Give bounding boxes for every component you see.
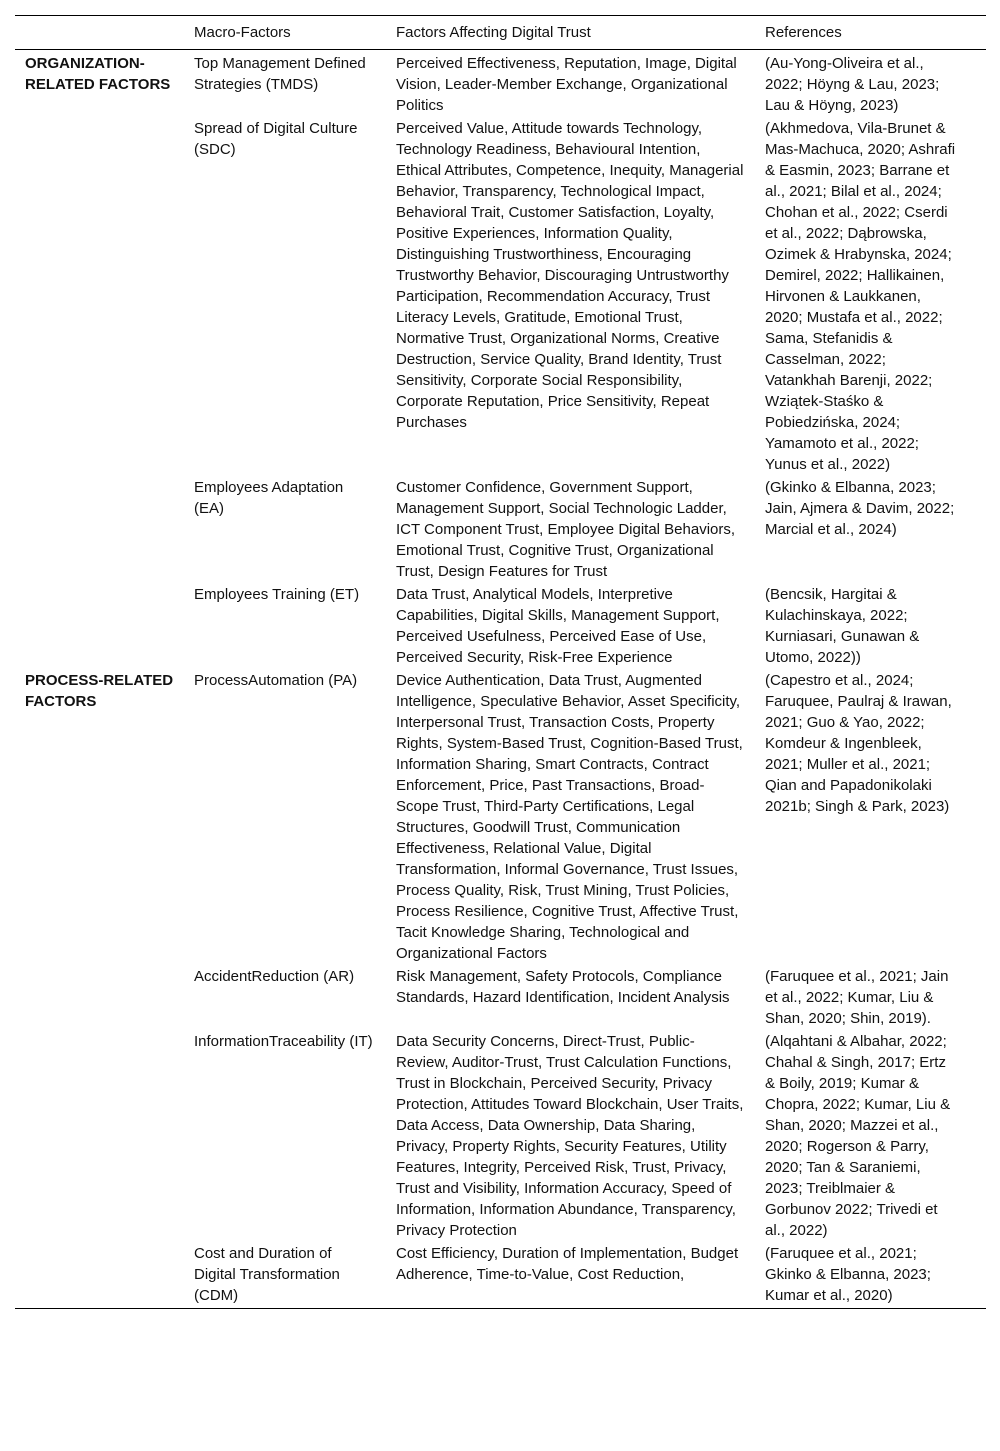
factors-cell: Risk Management, Safety Protocols, Compliance Standards, Hazard Identification, Incident Analysis — [396, 968, 730, 1006]
group-cell-empty — [15, 966, 184, 1031]
table-row — [15, 1243, 986, 1309]
macro-factor: Top Management Defined Strategies (TMDS) — [194, 55, 366, 93]
table-row — [15, 50, 986, 119]
table-row — [15, 118, 986, 477]
factors-cell: Data Security Concerns, Direct-Trust, Public-Review, Auditor-Trust, Trust Calculation Functions, Trust in Blockchain, Perceived Security, Privacy Protection, Attitudes Toward Blockchain, User Traits, Data Access, Data Ownership, Data Sharing, Privacy, Property Rights, Security Features, Utility Features, Integrity, Perceived Risk, Trust, Privacy, Trust and Visibility, Information Accuracy, Speed of Information, Information Abundance, Transparency, Privacy Protection — [396, 1033, 744, 1239]
factors-cell: Perceived Effectiveness, Reputation, Image, Digital Vision, Leader-Member Exchange, Organizational Politics — [396, 55, 737, 114]
table-row — [15, 584, 986, 670]
group-cell-empty — [15, 1031, 184, 1243]
factors-cell: Customer Confidence, Government Support, Management Support, Social Technologic Ladder, ICT Component Trust, Employee Digital Behaviors, Emotional Trust, Cognitive Trust, Organizational Trust, Design Features for Trust — [396, 479, 736, 580]
macro-factor: Employees Adaptation (EA) — [194, 479, 344, 517]
references-cell: (Faruquee et al., 2021; Jain et al., 2022; Kumar, Liu & Shan, 2020; Shin, 2019). — [765, 968, 949, 1027]
group-cell-empty — [15, 118, 184, 477]
macro-factor: Employees Training (ET) — [194, 586, 360, 603]
digital-trust-factors-table — [15, 15, 986, 1309]
table-row — [15, 477, 986, 584]
group-cell-empty — [15, 1243, 184, 1309]
references-cell: (Alqahtani & Albahar, 2022; Chahal & Singh, 2017; Ertz & Boily, 2019; Kumar & Chopra, 2022; Kumar, Liu & Shan, 2020; Mazzei et al., 2020; Rogerson & Parry, 2020; Tan & Saraniemi, 2023; Treiblmaier & Gorbunov 2022; Trivedi et al., 2022) — [765, 1033, 951, 1239]
header-group — [15, 16, 184, 50]
group-cell-empty — [15, 477, 184, 584]
factors-cell: Perceived Value, Attitude towards Technology, Technology Readiness, Behavioural Intention, Ethical Attributes, Competence, Inequity, Managerial Behavior, Transparency, Technological Impact, Behavioral Trait, Customer Satisfaction, Loyalty, Positive Experiences, Information Quality, Distinguishing Trustworthiness, Encouraging Trustworthy Behavior, Discouraging Untrustworthy Participation, Recommendation Accuracy, Trust Literacy Levels, Gratitude, Emotional Trust, Normative Trust, Organizational Norms, Creative Destruction, Service Quality, Brand Identity, Trust Sensitivity, Corporate Social Responsibility, Corporate Reputation, Price Sensitivity, Repeat Purchases — [396, 120, 744, 431]
factors-cell: Device Authentication, Data Trust, Augmented Intelligence, Speculative Behavior, Asset Specificity, Interpersonal Trust, Transaction Costs, Property Rights, System-Based Trust, Cognition-Based Trust, Information Sharing, Smart Contracts, Contract Enforcement, Price, Past Transactions, Broad-Scope Trust, Third-Party Certifications, Legal Structures, Goodwill Trust, Communication Effectiveness, Relational Value, Digital Transformation, Informal Governance, Trust Issues, Process Quality, Risk, Trust Mining, Trust Policies, Process Resilience, Cognitive Trust, Affective Trust, Tacit Knowledge Sharing, Technological and Organizational Factors — [396, 672, 743, 962]
factors-cell: Data Trust, Analytical Models, Interpretive Capabilities, Digital Skills, Management Support, Perceived Usefulness, Perceived Ease of Use, Perceived Security, Risk-Free Experience — [396, 586, 720, 666]
group-label-organization: ORGANIZATION-RELATED FACTORS — [25, 55, 171, 93]
table-row — [15, 966, 986, 1031]
table-header-row — [15, 16, 986, 50]
header-references: References — [765, 24, 842, 41]
references-cell: (Bencsik, Hargitai & Kulachinskaya, 2022; Kurniasari, Gunawan & Utomo, 2022)) — [765, 586, 920, 666]
references-cell: (Faruquee et al., 2021; Gkinko & Elbanna, 2023; Kumar et al., 2020) — [765, 1245, 931, 1304]
references-cell: (Gkinko & Elbanna, 2023; Jain, Ajmera & Davim, 2022; Marcial et al., 2024) — [765, 479, 955, 538]
header-factors-affecting-digital-trust: Factors Affecting Digital Trust — [396, 24, 591, 41]
table-row — [15, 670, 986, 966]
references-cell: (Capestro et al., 2024; Faruquee, Paulraj & Irawan, 2021; Guo & Yao, 2022; Komdeur & Ingenbleek, 2021; Muller et al., 2021; Qian and Papadonikolaki 2021b; Singh & Park, 2023) — [765, 672, 952, 815]
table-row — [15, 1031, 986, 1243]
macro-factor: AccidentReduction (AR) — [194, 968, 355, 985]
macro-factor: Spread of Digital Culture (SDC) — [194, 120, 358, 158]
factors-cell: Cost Efficiency, Duration of Implementation, Budget Adherence, Time-to-Value, Cost Reduction, — [396, 1245, 739, 1283]
macro-factor: ProcessAutomation (PA) — [194, 672, 358, 689]
references-cell: (Au-Yong-Oliveira et al., 2022; Höyng & Lau, 2023; Lau & Höyng, 2023) — [765, 55, 940, 114]
macro-factor: InformationTraceability (IT) — [194, 1033, 373, 1050]
references-cell: (Akhmedova, Vila-Brunet & Mas-Machuca, 2020; Ashrafi & Easmin, 2023; Barrane et al., 2021; Bilal et al., 2024; Chohan et al., 2022; Cserdi et al., 2022; Dąbrowska, Ozimek & Hrabynska, 2024; Demirel, 2022; Hallikainen, Hirvonen & Laukkanen, 2020; Mustafa et al., 2022; Sama, Stefanidis & Casselman, 2022; Vatankhah Barenji, 2022; Wziątek-Staśko & Pobiedzińska, 2024; Yamamoto et al., 2022; Yunus et al., 2022) — [765, 120, 956, 473]
group-label-process: PROCESS-RELATED FACTORS — [25, 672, 174, 710]
header-macro-factors: Macro-Factors — [194, 24, 291, 41]
macro-factor: Cost and Duration of Digital Transformation (CDM) — [194, 1245, 340, 1304]
group-cell-empty — [15, 584, 184, 670]
